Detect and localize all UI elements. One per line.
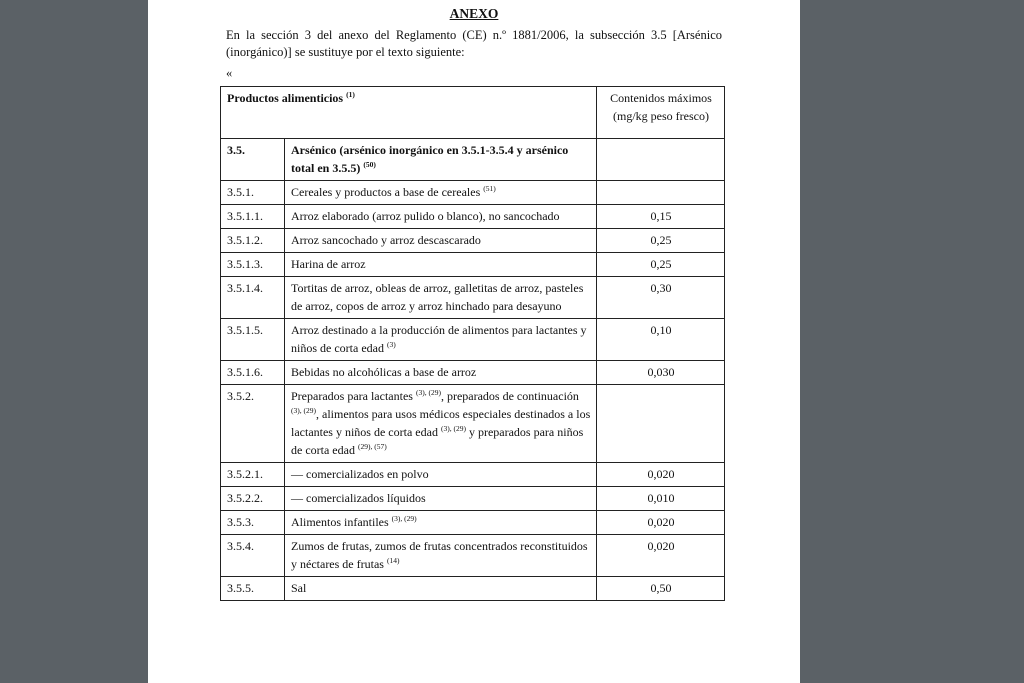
row-description-text: , alimentos para usos médicos especiales destinados a los lactantes y niños de corta edad [291, 407, 591, 439]
table-row [221, 487, 725, 511]
row-max-value: 0,50 [597, 577, 725, 601]
row-description-text: — comercializados en polvo [291, 467, 429, 481]
table-row [221, 361, 725, 385]
table-row [221, 205, 725, 229]
row-code: 3.5.5. [221, 577, 285, 601]
header-max-line2: (mg/kg peso fresco) [613, 109, 709, 123]
section-value [597, 139, 725, 181]
row-description-text: y preparados para niños de corta edad [291, 425, 584, 457]
section-title-text: Arsénico (arsénico inorgánico en 3.5.1-3.5.4 y arsénico total en 3.5.5) [291, 143, 569, 175]
row-description-text: Harina de arroz [291, 257, 366, 271]
row-description-text: Arroz destinado a la producción de alimentos para lactantes y niños de corta edad [291, 323, 587, 355]
header-products [221, 87, 597, 139]
table-header-row [221, 87, 725, 139]
row-footnote: (3), (29) [391, 514, 417, 523]
row-max-value: 0,020 [597, 511, 725, 535]
row-description-text: Sal [291, 581, 307, 595]
row-max-value: 0,15 [597, 205, 725, 229]
row-footnote: (3) [386, 340, 396, 349]
header-max-contents [597, 87, 725, 139]
row-code: 3.5.3. [221, 511, 285, 535]
row-description-text: Tortitas de arroz, obleas de arroz, galletitas de arroz, pasteles de arroz, copos de arroz y arroz hinchado para desayuno [291, 281, 584, 313]
row-code: 3.5.2.1. [221, 463, 285, 487]
row-code: 3.5.1.1. [221, 205, 285, 229]
row-max-value: 0,10 [597, 319, 725, 361]
row-max-value [597, 181, 725, 205]
limits-table [220, 86, 725, 601]
row-footnote: (3), (29) [291, 406, 316, 415]
row-description [285, 487, 597, 511]
section-title-note: (50) [363, 160, 376, 169]
table-row [221, 181, 725, 205]
table-row [221, 277, 725, 319]
row-code: 3.5.4. [221, 535, 285, 577]
row-description [285, 463, 597, 487]
table-row [221, 253, 725, 277]
row-description-text: Preparados para lactantes [291, 389, 413, 403]
row-footnote: (29), (57) [357, 442, 387, 451]
header-products-note: (1) [346, 90, 355, 99]
header-max-line1: Contenidos máximos [610, 91, 712, 105]
row-footnote: (3), (29) [415, 388, 441, 397]
row-code: 3.5.2. [221, 385, 285, 463]
row-description-text: Zumos de frutas, zumos de frutas concentrados reconstituidos y néctares de frutas [291, 539, 588, 571]
row-code: 3.5.2.2. [221, 487, 285, 511]
section-row [221, 139, 725, 181]
row-code: 3.5.1.2. [221, 229, 285, 253]
row-max-value: 0,020 [597, 463, 725, 487]
row-description [285, 277, 597, 319]
row-description-text: Alimentos infantiles [291, 515, 389, 529]
row-description [285, 181, 597, 205]
document-title: ANEXO [449, 6, 499, 21]
row-max-value: 0,020 [597, 535, 725, 577]
row-description [285, 511, 597, 535]
table-row [221, 385, 725, 463]
row-description-text: Cereales y productos a base de cereales [291, 185, 481, 199]
row-description [285, 229, 597, 253]
table-row [221, 511, 725, 535]
row-description [285, 205, 597, 229]
row-description [285, 361, 597, 385]
header-products-label: Productos alimenticios [227, 91, 344, 105]
table-row [221, 577, 725, 601]
row-code: 3.5.1. [221, 181, 285, 205]
document-page [148, 0, 800, 683]
row-description-text: — comercializados líquidos [291, 491, 426, 505]
row-code: 3.5.1.5. [221, 319, 285, 361]
row-description [285, 319, 597, 361]
open-quote: « [226, 66, 233, 80]
row-description-text: Arroz elaborado (arroz pulido o blanco), no sancochado [291, 209, 560, 223]
section-title [285, 139, 597, 181]
table-row [221, 229, 725, 253]
row-description [285, 253, 597, 277]
row-description-text: , preparados de continuación [440, 389, 579, 403]
row-max-value [597, 385, 725, 463]
row-max-value: 0,010 [597, 487, 725, 511]
table-row [221, 535, 725, 577]
row-max-value: 0,25 [597, 229, 725, 253]
row-footnote: (51) [483, 184, 496, 193]
row-footnote: (14) [386, 556, 400, 565]
row-code: 3.5.1.6. [221, 361, 285, 385]
row-max-value: 0,030 [597, 361, 725, 385]
row-code: 3.5.1.3. [221, 253, 285, 277]
table-row [221, 463, 725, 487]
row-code: 3.5.1.4. [221, 277, 285, 319]
row-description-text: Arroz sancochado y arroz descascarado [291, 233, 481, 247]
row-description [285, 577, 597, 601]
row-description [285, 535, 597, 577]
row-max-value: 0,30 [597, 277, 725, 319]
row-description-text: Bebidas no alcohólicas a base de arroz [291, 365, 477, 379]
row-description [285, 385, 597, 463]
row-footnote: (3), (29) [440, 424, 466, 433]
table-row [221, 319, 725, 361]
row-max-value: 0,25 [597, 253, 725, 277]
section-code: 3.5. [221, 139, 285, 181]
intro-paragraph: En la sección 3 del anexo del Reglamento (CE) n.º 1881/2006, la subsección 3.5 [Arsénico (inorgánico)] se sustituye por el texto siguiente: [226, 28, 722, 59]
